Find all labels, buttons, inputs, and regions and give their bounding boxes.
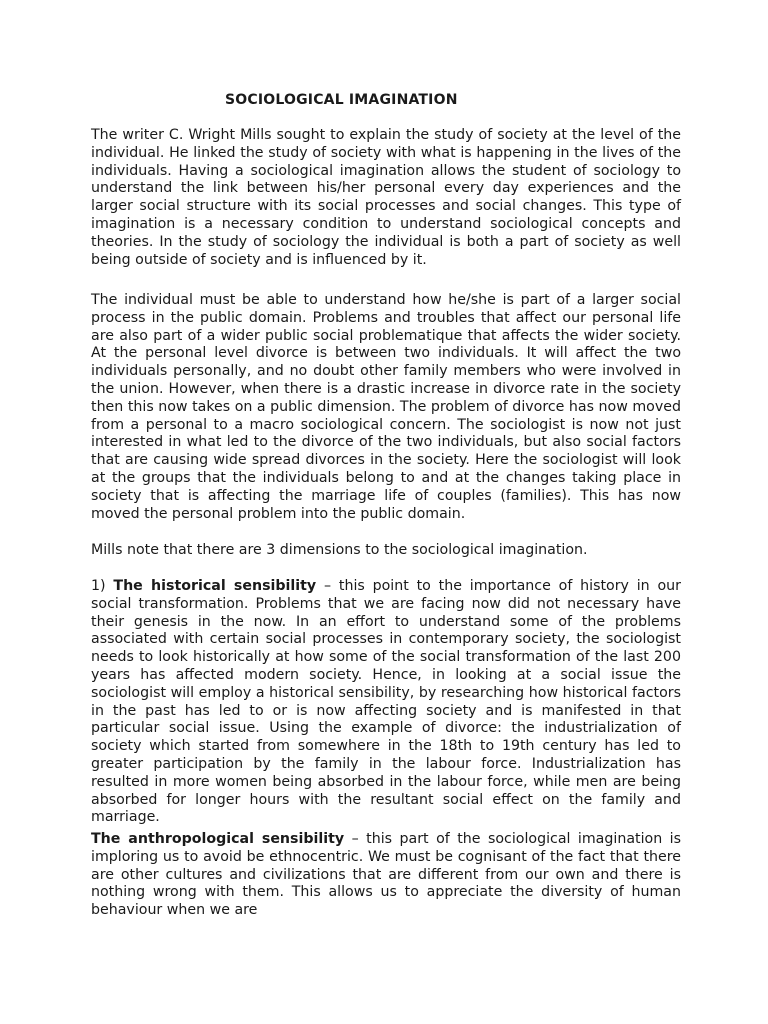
list-number: 1) xyxy=(91,578,114,594)
section-body-historical: – this point to the importance of history in our social transformation. Problems that we are facing now did not necessary have their genesis in the now. In an effort to understand some of the problems associated with certain social processes in contemporary society, the sociologist needs to look historically at how some of the social transformation of the last 200 years has affected modern society. Hence, in looking at a social issue the sociologist will employ a historical sensibility, by researching how historical factors in the past has led to or is now affecting society and is manifested in that particular social issue. Using the example of divorce: the industrialization of society which started from somewhere in the 18th to 19th century has led to greater participation by the family in the labour force. Industrialization has resulted in more women being absorbed in the labour force, while men are being absorbed for longer hours with the resultant social effect on the family and marriage. xyxy=(91,578,681,826)
paragraph-public-domain: The individual must be able to understand how he/she is part of a larger social process in the public domain. Problems and troubles that affect our personal life are also part of a wider public social problematique that affects the wider society. At the personal level divorce is between two individuals. It will affect the two individuals personally, and no doubt other family members who were involved in the union. However, when there is a drastic increase in divorce rate in the society then this now takes on a public dimension. The problem of divorce has now moved from a personal to a macro sociological concern. The sociologist is now not just interested in what led to the divorce of the two individuals, but also social factors that are causing wide spread divorces in the society. Here the sociologist will look at the groups that the individuals belong to and at the changes taking place in society that is affecting the marriage life of couples (families). This has now moved the personal problem into the public domain. xyxy=(91,292,681,522)
paragraph-anthropological-sensibility xyxy=(91,831,681,920)
section-heading-historical: The historical sensibility xyxy=(113,578,317,594)
section-body-anthropological: – this part of the sociological imagination is imploring us to avoid be ethnocentric. We must be cognisant of the fact that there are other cultures and civilizations that are different from our own and there is nothing wrong with them. This allows us to appreciate the diversity of human behaviour when we are xyxy=(91,831,681,919)
paragraph-historical-sensibility xyxy=(91,578,681,827)
paragraph-dimensions: Mills note that there are 3 dimensions to the sociological imagination. xyxy=(91,542,588,558)
section-heading-anthropological: The anthropological sensibility xyxy=(91,831,345,847)
document-title: SOCIOLOGICAL IMAGINATION xyxy=(225,92,458,108)
paragraph-intro: The writer C. Wright Mills sought to explain the study of society at the level of the individual. He linked the study of society with what is happening in the lives of the individuals. Having a sociological imagination allows the student of sociology to understand the link between his/her personal every day experiences and the larger social structure with its social processes and social changes. This type of imagination is a necessary condition to understand sociological concepts and theories. In the study of sociology the individual is both a part of society as well being outside of society and is influenced by it. xyxy=(91,127,681,268)
